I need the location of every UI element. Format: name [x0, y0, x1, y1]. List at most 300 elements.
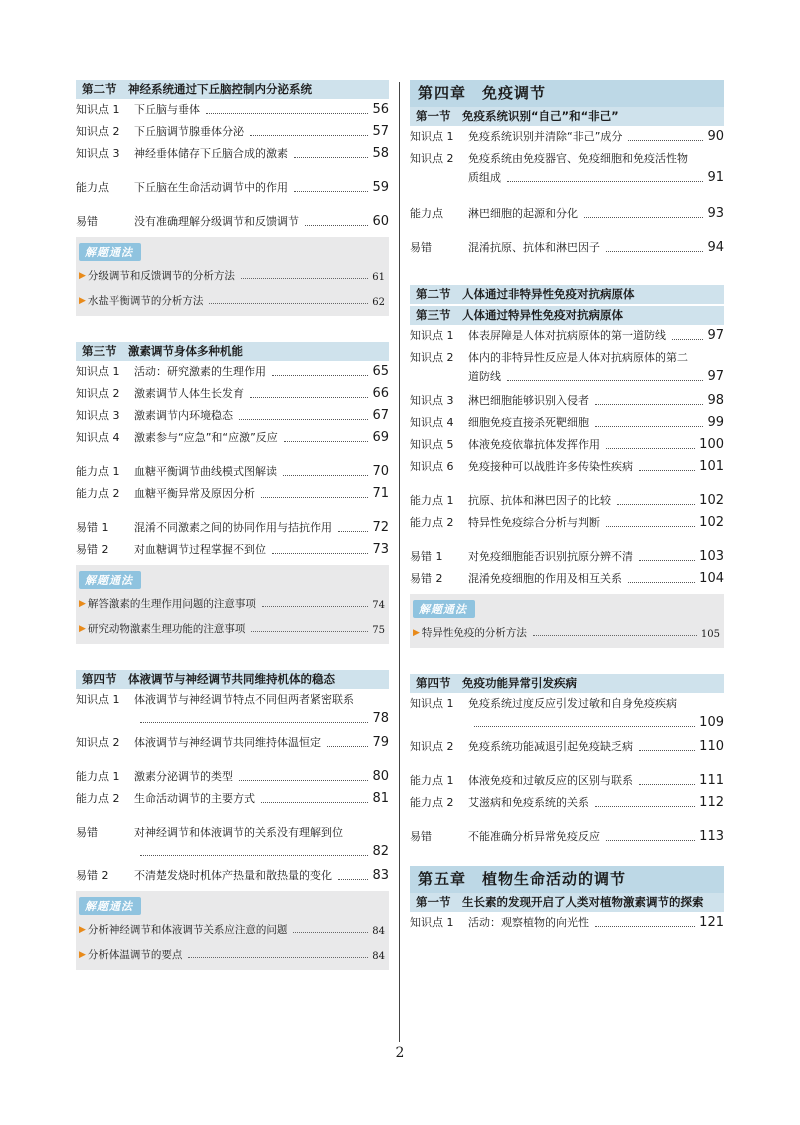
entry-kind: 能力点 2 [76, 792, 120, 805]
spacer [410, 259, 724, 285]
triangle-right-icon: ▶ [79, 599, 86, 609]
entry-page: 111 [699, 773, 724, 788]
entry-body [468, 415, 724, 434]
toc-entry[interactable] [76, 732, 389, 754]
entry-title: 下丘脑调节腺垂体分泌 [134, 125, 244, 138]
entry-kind: 知识点 3 [410, 394, 454, 407]
methods-entry[interactable] [79, 286, 385, 311]
entry-kind: 知识点 2 [76, 125, 120, 138]
leader-dots [639, 750, 695, 751]
methods-page: 75 [372, 625, 385, 636]
leader-dots [595, 926, 695, 927]
spacer [76, 754, 389, 766]
entry-page: 94 [707, 240, 724, 255]
entry-page: 100 [699, 437, 724, 452]
leader-dots [140, 855, 368, 856]
entry-title: 对神经调节和体液调节的关系没有理解到位 [134, 826, 343, 839]
leader-dots [250, 135, 368, 136]
leader-dots [250, 397, 368, 398]
toc-entry[interactable] [410, 512, 724, 534]
methods-entry[interactable] [79, 614, 385, 639]
toc-entry[interactable] [76, 361, 389, 383]
entry-title: 下丘脑与垂体 [134, 103, 200, 116]
entry-title: 神经垂体储存下丘脑合成的激素 [134, 147, 288, 160]
entry-page: 57 [372, 124, 389, 139]
entry-body [134, 102, 389, 121]
entry-page: 103 [699, 549, 724, 564]
entry-title: 下丘脑在生命活动调节中的作用 [134, 181, 288, 194]
leader-dots [606, 840, 695, 841]
entry-kind: 知识点 3 [76, 409, 120, 422]
entry-body [468, 795, 724, 814]
entry-kind: 知识点 6 [410, 460, 454, 473]
triangle-right-icon: ▶ [79, 950, 86, 960]
leader-dots [251, 631, 368, 632]
entry-body [468, 206, 724, 225]
methods-badge: 解题通法 [79, 897, 141, 915]
entry-title: 血糖平衡异常及原因分析 [134, 487, 255, 500]
entry-body [134, 464, 389, 483]
page-number: 2 [395, 1045, 405, 1061]
entry-body [134, 520, 389, 539]
entry-title: 不能准确分析异常免疫反应 [468, 830, 600, 843]
methods-entry[interactable] [79, 261, 385, 286]
toc-entry[interactable] [76, 427, 389, 449]
entry-body [134, 386, 389, 405]
entry-page: 70 [372, 464, 389, 479]
leader-dots [628, 140, 703, 141]
methods-title: 特异性免疫的分析方法 [421, 627, 527, 639]
entry-title: 激素调节内环境稳态 [134, 409, 233, 422]
section-heading: 第四节 体液调节与神经调节共同维持机体的稳态 [76, 670, 389, 689]
entry-kind: 易错 [410, 830, 432, 843]
entry-page: 90 [707, 129, 724, 144]
entry-page: 72 [372, 520, 389, 535]
entry-title: 艾滋病和免疫系统的关系 [468, 796, 589, 809]
entry-title: 淋巴细胞能够识别入侵者 [468, 394, 589, 407]
methods-entry[interactable] [79, 915, 385, 940]
toc-entry[interactable] [410, 412, 724, 434]
entry-kind: 易错 1 [76, 521, 109, 534]
entry-body [134, 180, 389, 199]
methods-title: 分析体温调节的要点 [87, 949, 183, 961]
section-heading: 第一节 生长素的发现开启了人类对植物激素调节的探索 [410, 893, 724, 912]
triangle-right-icon: ▶ [79, 271, 86, 281]
entry-title: 淋巴细胞的起源和分化 [468, 207, 578, 220]
methods-page: 105 [700, 629, 720, 640]
entry-line2 [134, 844, 389, 860]
toc-entry[interactable] [410, 203, 724, 225]
triangle-right-icon: ▶ [79, 624, 86, 634]
leader-dots [239, 419, 368, 420]
entry-kind: 知识点 1 [410, 130, 454, 143]
toc-entry[interactable] [410, 390, 724, 412]
entry-page: 67 [372, 408, 389, 423]
methods-entry[interactable] [79, 589, 385, 614]
entry-title: 免疫接种可以战胜许多传染性疾病 [468, 460, 633, 473]
entry-body [134, 769, 389, 788]
toc-entry[interactable] [410, 126, 724, 148]
toc-entry[interactable] [76, 177, 389, 199]
entry-kind: 知识点 1 [410, 697, 454, 710]
entry-page: 102 [699, 515, 724, 530]
leader-dots [628, 582, 695, 583]
toc-entry[interactable] [76, 689, 389, 732]
methods-box [76, 891, 389, 970]
leader-dots [327, 746, 368, 747]
entry-page: 113 [699, 829, 724, 844]
leader-dots [261, 802, 368, 803]
entry-kind: 知识点 1 [76, 365, 120, 378]
entry-body [468, 437, 724, 456]
toc-entry[interactable] [76, 211, 389, 233]
entry-page: 97 [707, 328, 724, 343]
entry-page: 71 [372, 486, 389, 501]
entry-kind: 知识点 2 [410, 740, 454, 753]
spacer [76, 199, 389, 211]
spacer [410, 534, 724, 546]
methods-title: 解答激素的生理作用问题的注意事项 [87, 598, 256, 610]
triangle-right-icon: ▶ [79, 296, 86, 306]
entry-kind: 知识点 2 [410, 351, 454, 364]
entry-body [468, 549, 724, 568]
entry-kind: 易错 1 [410, 550, 443, 563]
left-column [76, 80, 389, 970]
toc-entry[interactable] [410, 792, 724, 814]
leader-dots [140, 722, 368, 723]
entry-page: 56 [372, 102, 389, 117]
leader-dots [672, 339, 703, 340]
leader-dots [305, 225, 368, 226]
entry-kind: 能力点 1 [410, 494, 454, 507]
toc-entry[interactable] [410, 912, 724, 934]
entry-body [468, 773, 724, 792]
toc-entry[interactable] [410, 434, 724, 456]
entry-kind: 知识点 2 [76, 736, 120, 749]
entry-kind: 知识点 1 [410, 329, 454, 342]
column-divider [399, 82, 400, 1042]
methods-entry[interactable] [79, 940, 385, 965]
entry-body [468, 350, 724, 388]
entry-body [468, 739, 724, 758]
entry-line2 [468, 715, 724, 731]
leader-dots [241, 278, 368, 279]
entry-body [468, 328, 724, 347]
leader-dots [474, 726, 695, 727]
entry-body [134, 408, 389, 427]
entry-body [468, 393, 724, 412]
entry-title: 血糖平衡调节曲线模式图解读 [134, 465, 277, 478]
entry-kind: 能力点 [410, 207, 443, 220]
section-heading: 第二节 神经系统通过下丘脑控制内分泌系统 [76, 80, 389, 99]
chapter-heading: 第五章 植物生命活动的调节 [410, 866, 724, 893]
entry-body [468, 915, 724, 934]
toc-entry[interactable] [410, 347, 724, 390]
entry-kind: 易错 2 [410, 572, 443, 585]
toc-entry[interactable] [410, 546, 724, 568]
toc-entry[interactable] [410, 736, 724, 758]
entry-body [134, 542, 389, 561]
toc-entry[interactable] [76, 461, 389, 483]
leader-dots [283, 475, 368, 476]
toc-entry[interactable] [410, 325, 724, 347]
methods-badge: 解题通法 [79, 571, 141, 589]
leader-dots [188, 957, 368, 958]
entry-body [134, 146, 389, 165]
right-column [410, 80, 724, 934]
entry-title: 特异性免疫综合分析与判断 [468, 516, 600, 529]
toc-entry[interactable] [76, 143, 389, 165]
toc-entry[interactable] [410, 693, 724, 736]
entry-page: 65 [372, 364, 389, 379]
entry-page: 98 [707, 393, 724, 408]
entry-body [134, 214, 389, 233]
leader-dots [507, 181, 703, 182]
leader-dots [206, 113, 368, 114]
toc-entry[interactable] [76, 822, 389, 865]
entry-body [468, 240, 724, 259]
entry-page: 104 [699, 571, 724, 586]
entry-page: 79 [372, 735, 389, 750]
spacer [410, 191, 724, 203]
leader-dots [239, 780, 368, 781]
entry-kind: 能力点 1 [410, 774, 454, 787]
entry-title: 活动：研究激素的生理作用 [134, 365, 266, 378]
entry-title: 免疫系统功能减退引起免疫缺乏病 [468, 740, 633, 753]
leader-dots [606, 526, 695, 527]
leader-dots [595, 806, 695, 807]
entry-body [134, 825, 389, 863]
methods-title: 水盐平衡调节的分析方法 [87, 295, 204, 307]
entry-title: 混淆不同激素之间的协同作用与拮抗作用 [134, 521, 332, 534]
entry-kind: 易错 [410, 241, 432, 254]
spacer [76, 810, 389, 822]
entry-kind: 易错 [76, 826, 98, 839]
leader-dots [293, 932, 368, 933]
entry-title: 活动：观察植物的向光性 [468, 916, 589, 929]
leader-dots [639, 470, 695, 471]
entry-page: 101 [699, 459, 724, 474]
leader-dots [272, 375, 368, 376]
methods-title: 分级调节和反馈调节的分析方法 [87, 270, 235, 282]
entry-kind: 知识点 5 [410, 438, 454, 451]
entry-kind: 易错 [76, 215, 98, 228]
spacer [410, 758, 724, 770]
entry-page: 112 [699, 795, 724, 810]
toc-entry[interactable] [76, 766, 389, 788]
entry-page: 121 [699, 915, 724, 930]
entry-line2 [134, 711, 389, 727]
leader-dots [262, 606, 368, 607]
toc-entry[interactable] [410, 148, 724, 191]
toc-entry[interactable] [410, 237, 724, 259]
entry-title: 没有准确理解分级调节和反馈调节 [134, 215, 299, 228]
entry-page: 97 [707, 369, 724, 384]
entry-body [468, 696, 724, 734]
entry-title: 体液免疫依靠抗体发挥作用 [468, 438, 600, 451]
section-heading: 第四节 免疫功能异常引发疾病 [410, 674, 724, 693]
leader-dots [338, 879, 368, 880]
methods-box [76, 565, 389, 644]
entry-page: 102 [699, 493, 724, 508]
entry-title: 免疫系统由免疫器官、免疫细胞和免疫活性物 [468, 152, 688, 165]
entry-kind: 知识点 4 [410, 416, 454, 429]
entry-kind: 易错 2 [76, 869, 109, 882]
spacer [76, 449, 389, 461]
methods-page: 84 [372, 951, 385, 962]
entry-body [134, 364, 389, 383]
entry-title: 体内的非特异性反应是人体对抗病原体的第二 [468, 351, 688, 364]
triangle-right-icon: ▶ [79, 925, 86, 935]
entry-title: 不清楚发烧时机体产热量和散热量的变化 [134, 869, 332, 882]
toc-entry[interactable] [76, 383, 389, 405]
entry-body [134, 868, 389, 887]
entry-body [468, 459, 724, 478]
entry-body [468, 493, 724, 512]
entry-title: 体液免疫和过敏反应的区别与联系 [468, 774, 633, 787]
leader-dots [533, 635, 697, 636]
leader-dots [584, 217, 703, 218]
entry-line2 [468, 170, 724, 186]
section-heading: 第一节 免疫系统识别“自己”和“非己” [410, 107, 724, 126]
entry-title: 激素分泌调节的类型 [134, 770, 233, 783]
toc-entry[interactable] [410, 568, 724, 590]
methods-badge: 解题通法 [79, 243, 141, 261]
leader-dots [284, 441, 369, 442]
entry-body [134, 486, 389, 505]
triangle-right-icon: ▶ [413, 628, 420, 638]
chapter-heading: 第四章 免疫调节 [410, 80, 724, 107]
spacer [76, 644, 389, 670]
methods-page: 84 [372, 926, 385, 937]
entry-title: 抗原、抗体和淋巴因子的比较 [468, 494, 611, 507]
toc-entry[interactable] [410, 456, 724, 478]
entry-page: 99 [707, 415, 724, 430]
methods-box [76, 237, 389, 316]
entry-body [134, 124, 389, 143]
entry-body [134, 791, 389, 810]
section-heading: 第三节 人体通过特异性免疫对抗病原体 [410, 306, 724, 325]
toc-entry[interactable] [410, 826, 724, 848]
section-heading: 第二节 人体通过非特异性免疫对抗病原体 [410, 285, 724, 304]
leader-dots [639, 560, 695, 561]
leader-dots [209, 303, 368, 304]
methods-badge: 解题通法 [413, 600, 475, 618]
toc-entry[interactable] [76, 539, 389, 561]
entry-kind: 知识点 1 [410, 916, 454, 929]
entry-page: 78 [372, 711, 389, 726]
entry-title: 免疫系统识别并清除“非己”成分 [468, 130, 623, 143]
spacer [410, 225, 724, 237]
methods-page: 62 [372, 297, 385, 308]
toc-entry[interactable] [410, 490, 724, 512]
leader-dots [606, 251, 703, 252]
leader-dots [639, 784, 695, 785]
entry-kind: 知识点 2 [410, 152, 454, 165]
entry-line2 [468, 369, 724, 385]
spacer [410, 814, 724, 826]
entry-kind: 能力点 1 [76, 770, 120, 783]
entry-page: 60 [372, 214, 389, 229]
spacer [76, 316, 389, 342]
entry-kind: 知识点 1 [76, 693, 120, 706]
entry-body [468, 571, 724, 590]
methods-page: 61 [372, 272, 385, 283]
methods-entry[interactable] [413, 618, 720, 643]
entry-title-cont: 质组成 [468, 171, 501, 184]
leader-dots [606, 448, 695, 449]
entry-kind: 知识点 1 [76, 103, 120, 116]
toc-entry[interactable] [76, 121, 389, 143]
entry-page: 93 [707, 206, 724, 221]
entry-kind: 知识点 2 [76, 387, 120, 400]
entry-page: 69 [372, 430, 389, 445]
entry-page: 66 [372, 386, 389, 401]
entry-body [134, 735, 389, 754]
entry-page: 73 [372, 542, 389, 557]
leader-dots [294, 157, 368, 158]
toc-entry[interactable] [76, 99, 389, 121]
leader-dots [272, 553, 368, 554]
toc-entry[interactable] [76, 865, 389, 887]
methods-box [410, 594, 724, 648]
spacer [76, 505, 389, 517]
entry-body [468, 515, 724, 534]
entry-title: 对血糖调节过程掌握不到位 [134, 543, 266, 556]
entry-title: 免疫系统过度反应引发过敏和自身免疫疾病 [468, 697, 677, 710]
toc-entry[interactable] [76, 483, 389, 505]
entry-body [134, 692, 389, 730]
entry-page: 81 [372, 791, 389, 806]
toc-entry[interactable] [76, 788, 389, 810]
spacer [76, 165, 389, 177]
entry-title: 混淆免疫细胞的作用及相互关系 [468, 572, 622, 585]
entry-kind: 能力点 2 [410, 516, 454, 529]
entry-kind: 能力点 2 [76, 487, 120, 500]
leader-dots [595, 426, 703, 427]
entry-page: 109 [699, 715, 724, 730]
entry-page: 83 [372, 868, 389, 883]
leader-dots [294, 191, 368, 192]
entry-body [468, 129, 724, 148]
methods-title: 分析神经调节和体液调节关系应注意的问题 [87, 924, 288, 936]
spacer [410, 648, 724, 674]
entry-page: 80 [372, 769, 389, 784]
entry-title: 细胞免疫直接杀死靶细胞 [468, 416, 589, 429]
spacer [410, 848, 724, 866]
leader-dots [617, 504, 695, 505]
entry-title: 激素参与“应急”和“应激”反应 [134, 431, 278, 444]
toc-entry[interactable] [410, 770, 724, 792]
entry-kind: 能力点 [76, 181, 109, 194]
leader-dots [261, 497, 368, 498]
section-heading: 第三节 激素调节身体多种机能 [76, 342, 389, 361]
entry-title: 生命活动调节的主要方式 [134, 792, 255, 805]
toc-entry[interactable] [76, 517, 389, 539]
entry-kind: 能力点 1 [76, 465, 120, 478]
entry-page: 59 [372, 180, 389, 195]
entry-page: 58 [372, 146, 389, 161]
entry-title-cont: 道防线 [468, 370, 501, 383]
entry-page: 91 [707, 170, 724, 185]
entry-page: 110 [699, 739, 724, 754]
entry-title: 激素调节人体生长发育 [134, 387, 244, 400]
entry-body [468, 151, 724, 189]
toc-entry[interactable] [76, 405, 389, 427]
entry-body [134, 430, 389, 449]
entry-body [468, 829, 724, 848]
leader-dots [595, 404, 703, 405]
